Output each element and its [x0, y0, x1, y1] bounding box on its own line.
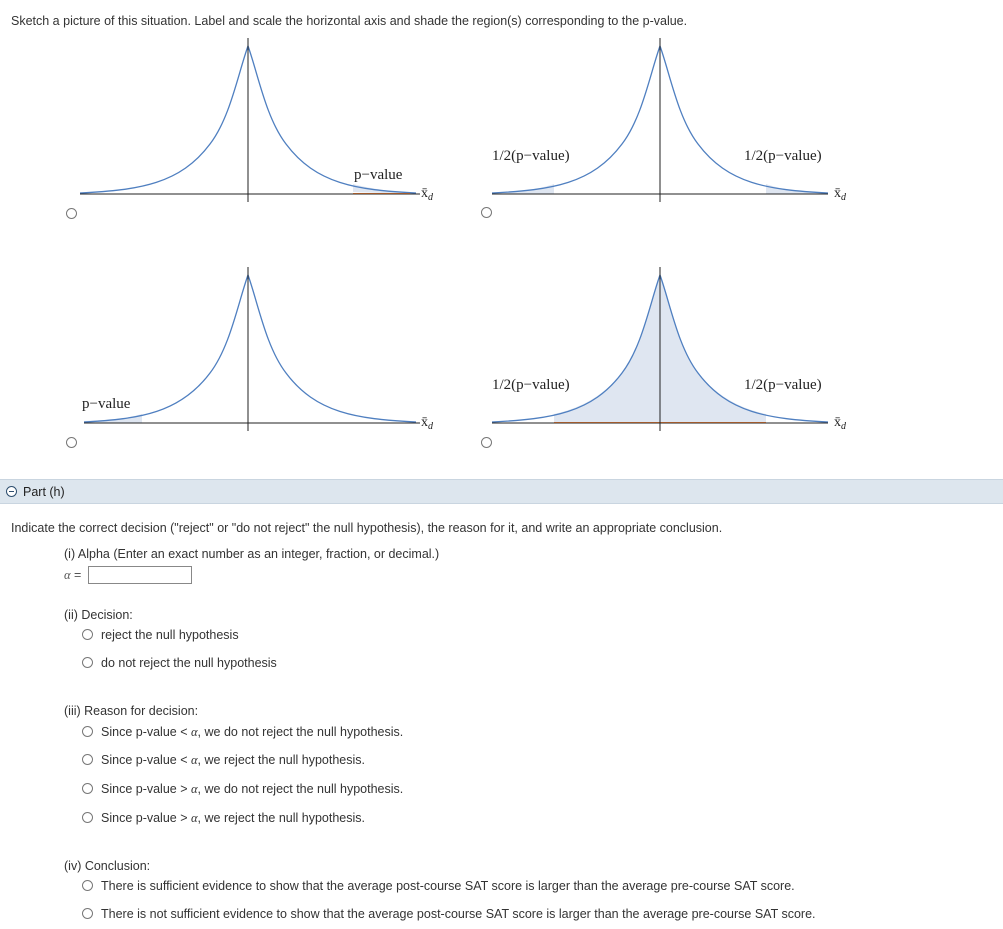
radio-button[interactable]	[82, 754, 93, 765]
axis-label: x̄	[421, 415, 428, 430]
alpha-prefix	[64, 568, 81, 583]
axis-label: x̄	[834, 186, 841, 201]
decision-label: (ii) Decision:	[64, 608, 133, 622]
alpha-label: (i) Alpha (Enter an exact number as an integer, fraction, or decimal.)	[64, 547, 440, 561]
radio-button[interactable]	[82, 908, 93, 919]
alpha-input[interactable]	[88, 566, 192, 584]
axis-subscript: d	[841, 192, 846, 203]
part-title: Part (h)	[23, 485, 65, 499]
axis-subscript: d	[428, 192, 433, 203]
option-label: There is not sufficient evidence to show that the average post-course SAT score is larger than the average pre-course SAT score.	[101, 907, 816, 921]
graph-option-4-radio[interactable]	[481, 437, 492, 448]
axis-subscript: d	[841, 421, 846, 432]
p-value-label: p−value	[82, 396, 131, 412]
option-label: Since p-value > α, we do not reject the null hypothesis.	[101, 782, 404, 796]
p-value-label: p−value	[354, 167, 403, 183]
option-label: Since p-value < α, we reject the null hypothesis.	[101, 753, 365, 767]
option-label: reject the null hypothesis	[101, 628, 239, 642]
graph-option-3-radio[interactable]	[66, 437, 77, 448]
conclusion-label: (iv) Conclusion:	[64, 859, 151, 873]
half-p-value-label-left: 1/2(p−value)	[492, 377, 570, 393]
part-header[interactable]	[0, 479, 1003, 504]
graph-option-3	[70, 263, 450, 443]
axis-subscript: d	[428, 421, 433, 432]
collapse-icon[interactable]	[6, 486, 17, 497]
radio-button[interactable]	[82, 657, 93, 668]
radio-button[interactable]	[82, 880, 93, 891]
normal-curve	[84, 275, 416, 422]
graph-option-4	[482, 263, 862, 443]
half-p-value-label-right: 1/2(p−value)	[744, 148, 822, 164]
instructions: Sketch a picture of this situation. Label and scale the horizontal axis and shade the region(s) corresponding to the p-value.	[11, 14, 688, 28]
option-label: There is sufficient evidence to show that the average post-course SAT score is larger than the average pre-course SAT score.	[101, 879, 795, 893]
graph-option-1	[70, 34, 450, 214]
half-p-value-label-right: 1/2(p−value)	[744, 377, 822, 393]
alpha-equals: =	[70, 568, 82, 582]
radio-button[interactable]	[82, 726, 93, 737]
alpha-symbol: α	[64, 568, 71, 582]
axis-label: x̄	[834, 415, 841, 430]
reason-label: (iii) Reason for decision:	[64, 704, 199, 718]
radio-button[interactable]	[82, 812, 93, 823]
option-label: Since p-value > α, we reject the null hypothesis.	[101, 811, 365, 825]
option-label: do not reject the null hypothesis	[101, 656, 277, 670]
half-p-value-label-left: 1/2(p−value)	[492, 148, 570, 164]
graph-option-2-radio[interactable]	[481, 207, 492, 218]
question-prompt: Indicate the correct decision ("reject" or "do not reject" the null hypothesis), the reason for it, and write an appropriate conclusion.	[11, 521, 723, 535]
graph-option-2	[482, 34, 862, 214]
radio-button[interactable]	[82, 629, 93, 640]
radio-button[interactable]	[82, 783, 93, 794]
option-label: Since p-value < α, we do not reject the null hypothesis.	[101, 725, 404, 739]
axis-label: x̄	[421, 186, 428, 201]
graph-option-1-radio[interactable]	[66, 208, 77, 219]
